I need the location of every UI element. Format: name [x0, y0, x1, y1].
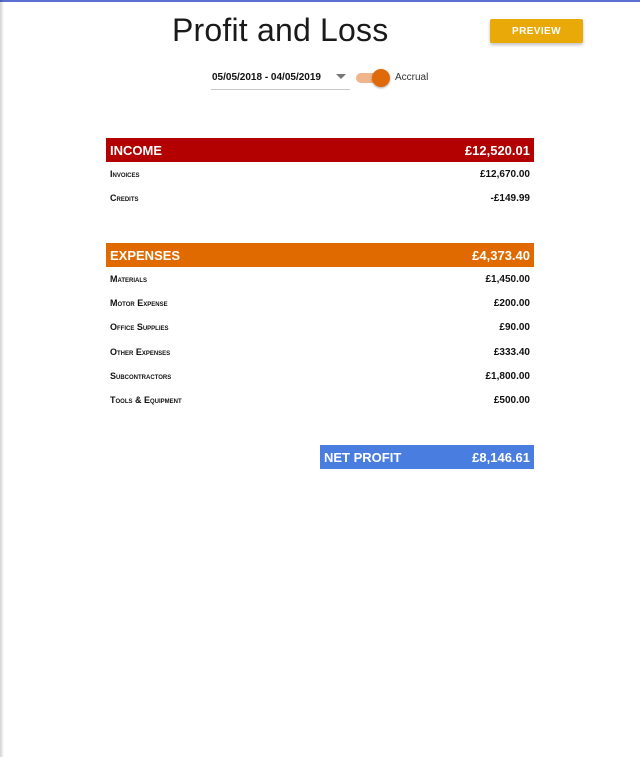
preview-button[interactable]: PREVIEW: [490, 19, 583, 43]
toggle-thumb: [372, 69, 390, 87]
row-label: Credits: [110, 193, 139, 203]
net-profit-label: NET PROFIT: [324, 449, 402, 465]
expenses-total: £4,373.40: [472, 247, 530, 263]
row-amount: £12,670.00: [479, 168, 530, 180]
row-label: Materials: [110, 274, 148, 284]
accrual-toggle-label: Accrual: [395, 72, 429, 83]
expenses-header-label: EXPENSES: [110, 247, 181, 263]
income-row-credits: [106, 190, 534, 206]
net-profit-box: [320, 445, 534, 469]
row-label: Subcontractors: [110, 371, 172, 381]
income-header: [106, 138, 534, 162]
expenses-header: [106, 243, 534, 267]
row-amount: £200.00: [493, 297, 530, 309]
expense-row-subcontractors: [106, 368, 534, 384]
row-label: Invoices: [110, 169, 140, 179]
row-amount: £1,450.00: [485, 273, 530, 285]
row-amount: £500.00: [493, 394, 530, 406]
accrual-toggle[interactable]: [356, 69, 390, 87]
date-range-select[interactable]: [211, 66, 350, 90]
income-total: £12,520.01: [464, 142, 530, 158]
chevron-down-icon: [336, 74, 346, 79]
row-amount: -£149.99: [490, 192, 530, 204]
page-title: Profit and Loss: [172, 12, 389, 48]
row-label: Office Supplies: [110, 322, 169, 332]
window-top-border: [0, 0, 640, 2]
row-amount: £333.40: [493, 346, 530, 358]
expense-row-materials: [106, 271, 534, 287]
row-amount: £1,800.00: [485, 370, 530, 382]
income-header-label: INCOME: [110, 142, 162, 158]
income-row-invoices: [106, 166, 534, 182]
page-left-shadow: [0, 0, 4, 757]
row-label: Other Expenses: [110, 347, 171, 357]
net-profit-amount: £8,146.61: [472, 449, 530, 465]
expense-row-motor-expense: [106, 295, 534, 311]
expense-row-tools-equipment: [106, 392, 534, 408]
expense-row-office-supplies: [106, 319, 534, 335]
row-label: Tools & Equipment: [110, 395, 182, 405]
expense-row-other-expenses: [106, 344, 534, 360]
row-label: Motor Expense: [110, 298, 168, 308]
date-range-value: 05/05/2018 - 04/05/2019: [212, 72, 321, 83]
row-amount: £90.00: [499, 321, 530, 333]
